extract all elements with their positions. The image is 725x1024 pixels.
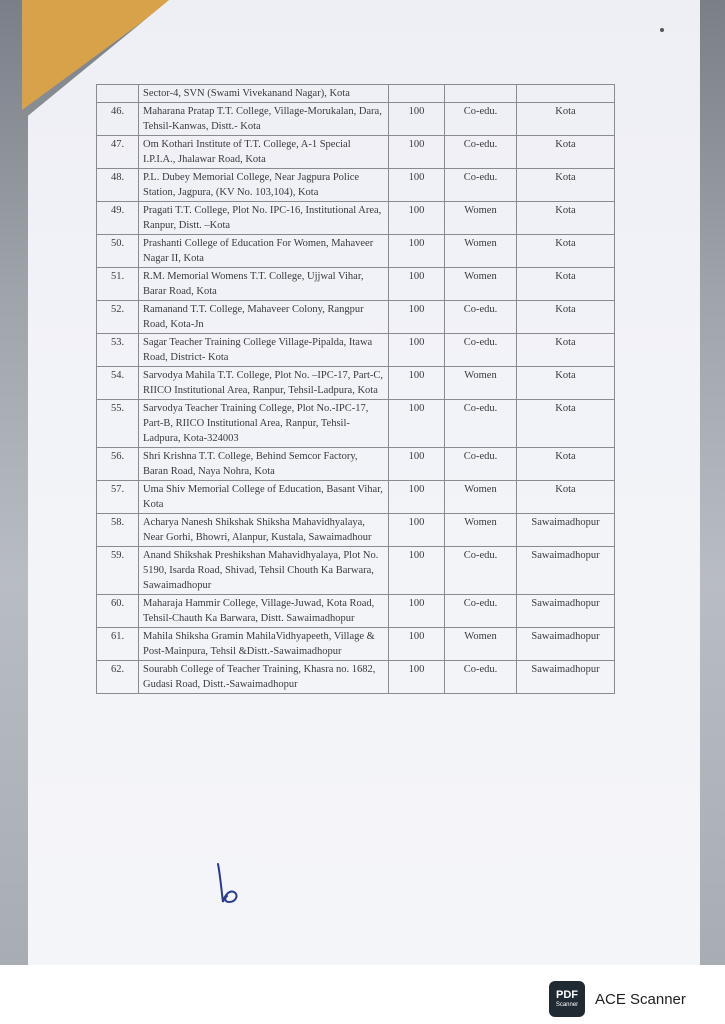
table-row <box>97 103 615 136</box>
serial-number-cell: 58. <box>97 514 139 547</box>
college-type-cell: Women <box>445 268 517 301</box>
table-row <box>97 400 615 448</box>
college-name-cell: Maharaja Hammir College, Village-Juwad, Kota Road, Tehsil-Chauth Ka Barwara, Distt. Sawaimadhopur <box>139 595 389 628</box>
serial-number-cell: 53. <box>97 334 139 367</box>
district-cell: Sawaimadhopur <box>517 514 615 547</box>
table-row <box>97 661 615 694</box>
intake-cell <box>389 85 445 103</box>
table-row <box>97 481 615 514</box>
table-row <box>97 235 615 268</box>
serial-number-cell: 51. <box>97 268 139 301</box>
college-type-cell <box>445 85 517 103</box>
college-type-cell: Women <box>445 367 517 400</box>
serial-number-cell: 55. <box>97 400 139 448</box>
district-cell: Kota <box>517 169 615 202</box>
table-row <box>97 136 615 169</box>
college-type-cell: Co-edu. <box>445 448 517 481</box>
college-type-cell: Women <box>445 235 517 268</box>
app-branding <box>549 981 686 1017</box>
college-type-cell: Women <box>445 514 517 547</box>
district-cell: Kota <box>517 448 615 481</box>
district-cell: Sawaimadhopur <box>517 595 615 628</box>
college-name-cell: Anand Shikshak Preshikshan Mahavidhyalaya, Plot No. 5190, Isarda Road, Shivad, Tehsil Chouth Ka Barwara, Sawaimadhopur <box>139 547 389 595</box>
college-type-cell: Co-edu. <box>445 661 517 694</box>
intake-cell: 100 <box>389 595 445 628</box>
college-type-cell: Women <box>445 202 517 235</box>
district-cell: Kota <box>517 103 615 136</box>
college-name-cell: R.M. Memorial Womens T.T. College, Ujjwal Vihar, Barar Road, Kota <box>139 268 389 301</box>
serial-number-cell <box>97 85 139 103</box>
intake-cell: 100 <box>389 661 445 694</box>
table-row <box>97 367 615 400</box>
college-type-cell: Co-edu. <box>445 136 517 169</box>
college-type-cell: Co-edu. <box>445 595 517 628</box>
table-row <box>97 301 615 334</box>
intake-cell: 100 <box>389 235 445 268</box>
table-row <box>97 547 615 595</box>
intake-cell: 100 <box>389 628 445 661</box>
table-row <box>97 169 615 202</box>
serial-number-cell: 62. <box>97 661 139 694</box>
district-cell: Kota <box>517 235 615 268</box>
college-type-cell: Co-edu. <box>445 301 517 334</box>
college-name-cell: Acharya Nanesh Shikshak Shiksha Mahavidhyalaya, Near Gorhi, Bhowri, Alanpur, Kustala, Sawaimadhour <box>139 514 389 547</box>
serial-number-cell: 47. <box>97 136 139 169</box>
table-row <box>97 448 615 481</box>
intake-cell: 100 <box>389 301 445 334</box>
college-table-body <box>97 85 615 694</box>
college-name-cell: Uma Shiv Memorial College of Education, Basant Vihar, Kota <box>139 481 389 514</box>
handwritten-signature <box>212 860 244 908</box>
intake-cell: 100 <box>389 103 445 136</box>
college-name-cell: Shri Krishna T.T. College, Behind Semcor Factory, Baran Road, Naya Nohra, Kota <box>139 448 389 481</box>
brand-name: ACE Scanner <box>595 990 686 1008</box>
serial-number-cell: 60. <box>97 595 139 628</box>
serial-number-cell: 57. <box>97 481 139 514</box>
district-cell: Kota <box>517 481 615 514</box>
intake-cell: 100 <box>389 448 445 481</box>
district-cell: Kota <box>517 334 615 367</box>
serial-number-cell: 50. <box>97 235 139 268</box>
district-cell: Kota <box>517 202 615 235</box>
intake-cell: 100 <box>389 547 445 595</box>
district-cell: Sawaimadhopur <box>517 628 615 661</box>
table-row <box>97 202 615 235</box>
table-row <box>97 514 615 547</box>
college-type-cell: Women <box>445 628 517 661</box>
paper-mark <box>660 28 664 32</box>
college-name-cell: Mahila Shiksha Gramin MahilaVidhyapeeth, Village & Post-Mainpura, Tehsil &Distt.-Sawaimadhopur <box>139 628 389 661</box>
college-name-cell: Sarvodya Teacher Training College, Plot No.-IPC-17, Part-B, RIICO Institutional Area, Ranpur, Tehsil-Ladpura, Kota-324003 <box>139 400 389 448</box>
intake-cell: 100 <box>389 514 445 547</box>
district-cell: Sawaimadhopur <box>517 547 615 595</box>
intake-cell: 100 <box>389 481 445 514</box>
serial-number-cell: 61. <box>97 628 139 661</box>
district-cell: Kota <box>517 268 615 301</box>
college-name-cell: Sagar Teacher Training College Village-Pipalda, Itawa Road, District- Kota <box>139 334 389 367</box>
district-cell: Sawaimadhopur <box>517 661 615 694</box>
table-row <box>97 334 615 367</box>
district-cell <box>517 85 615 103</box>
intake-cell: 100 <box>389 202 445 235</box>
serial-number-cell: 46. <box>97 103 139 136</box>
serial-number-cell: 49. <box>97 202 139 235</box>
college-type-cell: Co-edu. <box>445 334 517 367</box>
district-cell: Kota <box>517 400 615 448</box>
intake-cell: 100 <box>389 136 445 169</box>
table-row <box>97 85 615 103</box>
college-table <box>96 84 615 694</box>
serial-number-cell: 59. <box>97 547 139 595</box>
intake-cell: 100 <box>389 169 445 202</box>
serial-number-cell: 48. <box>97 169 139 202</box>
logo-text-scanner: Scanner <box>555 1001 579 1008</box>
district-cell: Kota <box>517 301 615 334</box>
intake-cell: 100 <box>389 400 445 448</box>
college-name-cell: P.L. Dubey Memorial College, Near Jagpura Police Station, Jagpura, (KV No. 103,104), Kota <box>139 169 389 202</box>
intake-cell: 100 <box>389 334 445 367</box>
district-cell: Kota <box>517 136 615 169</box>
college-name-cell: Sourabh College of Teacher Training, Khasra no. 1682, Gudasi Road, Distt.-Sawaimadhopur <box>139 661 389 694</box>
college-type-cell: Co-edu. <box>445 547 517 595</box>
college-type-cell: Women <box>445 481 517 514</box>
college-name-cell: Sector-4, SVN (Swami Vivekanand Nagar), Kota <box>139 85 389 103</box>
table-row <box>97 268 615 301</box>
pdf-scanner-logo-icon <box>549 981 585 1017</box>
serial-number-cell: 52. <box>97 301 139 334</box>
table-row <box>97 595 615 628</box>
college-name-cell: Prashanti College of Education For Women, Mahaveer Nagar II, Kota <box>139 235 389 268</box>
college-type-cell: Co-edu. <box>445 400 517 448</box>
college-name-cell: Maharana Pratap T.T. College, Village-Morukalan, Dara, Tehsil-Kanwas, Distt.- Kota <box>139 103 389 136</box>
logo-text-pdf: PDF <box>556 988 578 1001</box>
table-row <box>97 628 615 661</box>
college-name-cell: Sarvodya Mahila T.T. College, Plot No. –IPC-17, Part-C, RIICO Institutional Area, Ranpur, Tehsil-Ladpura, Kota <box>139 367 389 400</box>
intake-cell: 100 <box>389 268 445 301</box>
college-type-cell: Co-edu. <box>445 103 517 136</box>
college-type-cell: Co-edu. <box>445 169 517 202</box>
intake-cell: 100 <box>389 367 445 400</box>
college-name-cell: Pragati T.T. College, Plot No. IPC-16, Institutional Area, Ranpur, Distt. –Kota <box>139 202 389 235</box>
serial-number-cell: 54. <box>97 367 139 400</box>
college-name-cell: Om Kothari Institute of T.T. College, A-1 Special I.P.I.A., Jhalawar Road, Kota <box>139 136 389 169</box>
serial-number-cell: 56. <box>97 448 139 481</box>
district-cell: Kota <box>517 367 615 400</box>
college-name-cell: Ramanand T.T. College, Mahaveer Colony, Rangpur Road, Kota-Jn <box>139 301 389 334</box>
